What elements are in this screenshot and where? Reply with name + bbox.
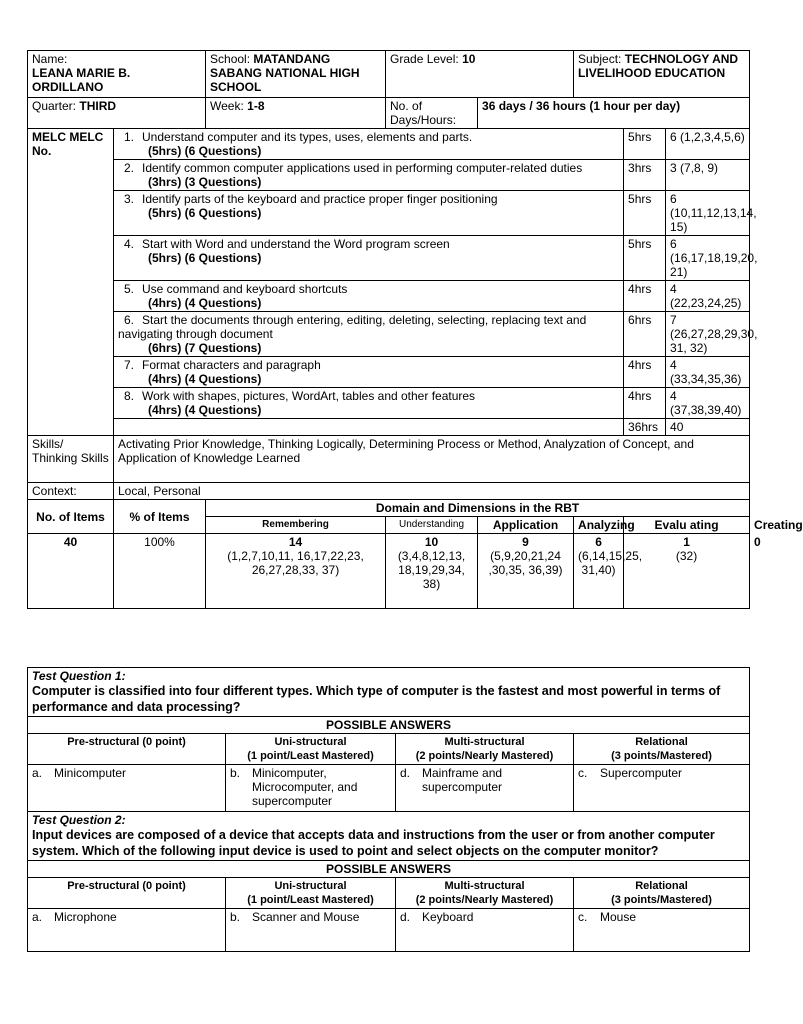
answer-option [574,765,750,812]
melc-text: Start with Word and understand the Word program screen [142,237,450,251]
rbt-application-header: Application [478,517,574,534]
school-value: MATANDANG SABANG NATIONAL HIGH SCHOOL [210,52,360,94]
percent-header: % of Items [114,500,206,534]
melc-hours: 5hrs [624,129,666,160]
rbt-domain-header: Domain and Dimensions in the RBT [206,500,750,517]
answer-text: Minicomputer, Microcomputer, and supercomputer [252,766,358,808]
answer-option [574,909,750,952]
answer-option [396,909,574,952]
melc-row [28,281,750,312]
melc-sub: (5hrs) (6 Questions) [148,251,262,265]
answer-letter: d. [400,766,411,780]
melc-total-row [28,419,750,436]
melc-hours: 3hrs [624,160,666,191]
answer-letter: a. [32,910,43,924]
question-row [28,668,750,717]
items-value: 40 [28,534,114,609]
melc-questions: 4 (22,23,24,25) [666,281,750,312]
header-row [28,51,750,98]
rbt-count: 1 [683,535,690,549]
days-value: 36 days / 36 hours (1 hour per day) [482,99,681,113]
melc-label-cell [28,129,114,436]
level-name: Uni-structural [274,736,347,748]
answer-letter: c. [578,910,588,924]
melc-item [114,191,624,236]
header-row-2 [28,98,750,129]
answer-text: Microphone [54,910,117,924]
level-sub: (2 points/Nearly Mastered) [415,750,554,762]
question-row [28,812,750,861]
school-cell [206,51,386,98]
possible-answers-header: POSSIBLE ANSWERS [28,717,750,734]
rbt-values-row: 40 100% 14 (1,2,7,10,11, 16,17,22,23, 26,27,28,33, 37) 10 (3,4,8,12,13, 18,19,29,34, 38) 9 (5,9,20,21,24 ,30,35, 36,39) 6 (6,14,15,25, 31,40) 1 (32) 0 [28,534,750,609]
melc-hours: 5hrs [624,191,666,236]
answer-text: Scanner and Mouse [252,910,360,924]
answer-letter: c. [578,766,588,780]
skills-value: Activating Prior Knowledge, Thinking Logically, Determining Process or Method, Analyzation of Concept, and Application of Knowledge Learned [114,436,750,483]
melc-sub: (3hrs) (3 Questions) [148,175,262,189]
melc-text: Format characters and paragraph [142,358,321,372]
rbt-count: 10 [424,535,439,549]
level-name: Relational [635,880,688,892]
melc-questions: 4 (37,38,39,40) [666,388,750,419]
question-text: Input devices are composed of a device that accepts data and instructions from the user or from another computer system. Which of the following input device is used to point and select objects on the computer monitor? [32,828,715,858]
rbt-evaluating-value [624,534,750,609]
melc-number: 7. [124,358,135,372]
rbt-understanding-header: Understanding [386,517,478,534]
melc-total-hours: 36hrs [624,419,666,436]
level-name: Relational [635,736,688,748]
level-name: Multi-structural [444,736,525,748]
levels-row [28,878,750,909]
level-unistructural [226,878,396,909]
table-of-specifications [27,50,803,609]
melc-questions: 6 (16,17,18,19,20, 21) [666,236,750,281]
melc-number: 3. [124,192,135,206]
rbt-analyzing-header: Analyzing [574,517,624,534]
rbt-application-value [478,534,574,609]
question-title: Test Question 1: [32,669,126,683]
answer-text: Minicomputer [54,766,127,780]
melc-text: Identify parts of the keyboard and practice proper finger positioning [142,192,498,206]
question-text: Computer is classified into four different types. Which type of computer is the fastest and most powerful in terms of performance and data processing? [32,684,721,714]
rbt-levels-row: Remembering Understanding Application Analyzing Evalu ating Creating [28,517,750,534]
melc-item [114,160,624,191]
answer-text: Mouse [600,910,637,924]
level-prestructural [28,878,226,909]
answer-option [28,909,226,952]
rbt-count: 14 [288,535,303,549]
melc-hours: 4hrs [624,281,666,312]
level-name: Uni-structural [274,880,347,892]
level-name: Pre-structural (0 point) [67,880,186,892]
melc-row [28,236,750,281]
melc-row [28,312,750,357]
melc-questions: 6 (1,2,3,4,5,6) [666,129,750,160]
melc-sub: (5hrs) (6 Questions) [148,144,262,158]
levels-row [28,734,750,765]
level-sub: (3 points/Mastered) [611,894,712,906]
melc-number: 4. [124,237,135,251]
melc-questions: 6 (10,11,12,13,14, 15) [666,191,750,236]
name-cell [28,51,206,98]
answer-letter: b. [230,766,241,780]
answer-option [28,765,226,812]
melc-item [114,236,624,281]
rbt-header-row [28,500,750,517]
melc-item [114,129,624,160]
melc-sub: (4hrs) (4 Questions) [148,403,262,417]
days-value-cell [478,98,750,129]
items-header: No. of Items [28,500,114,534]
level-name: Pre-structural (0 point) [67,736,186,748]
melc-hours: 6hrs [624,312,666,357]
melc-row [28,129,750,160]
answer-option [396,765,574,812]
rbt-list: (6,14,15,25, 31,40) [578,549,643,577]
school-label: School: [210,52,251,66]
quarter-cell [28,98,206,129]
possible-answers-row [28,717,750,734]
level-relational [574,734,750,765]
answer-option [226,765,396,812]
melc-questions: 7 (26,27,28,29,30, 31, 32) [666,312,750,357]
melc-number: 5. [124,282,135,296]
level-name: Multi-structural [444,880,525,892]
quarter-label: Quarter: [32,99,77,113]
melc-row [28,357,750,388]
skills-row [28,436,750,483]
level-relational [574,878,750,909]
answer-letter: b. [230,910,241,924]
melc-sub: (4hrs) (4 Questions) [148,372,262,386]
question-2 [28,812,750,861]
answer-option [226,909,396,952]
melc-text: Start the documents through entering, editing, deleting, selecting, replacing text and navigating through document [118,313,587,341]
melc-number: 1. [124,130,135,144]
melc-sub: (6hrs) (7 Questions) [148,341,262,355]
answers-row [28,765,750,812]
week-value: 1-8 [247,99,265,113]
level-sub: (3 points/Mastered) [611,750,712,762]
rbt-remembering-value [206,534,386,609]
week-cell [206,98,386,129]
days-label: No. of Days/Hours: [390,99,457,127]
melc-row [28,160,750,191]
melc-item [114,312,624,357]
answer-text: Mainframe and supercomputer [422,766,503,794]
melc-questions: 4 (33,34,35,36) [666,357,750,388]
melc-label: MELC MELC No. [32,130,104,158]
grade-cell [386,51,574,98]
melc-text: Work with shapes, pictures, WordArt, tables and other features [142,389,476,403]
rbt-count: 6 [595,535,602,549]
grade-value: 10 [462,52,476,66]
melc-text: Identify common computer applications used in performing computer-related duties [142,161,583,175]
days-label-cell [386,98,478,129]
quarter-value: THIRD [79,99,117,113]
level-multistructural [396,734,574,765]
melc-sub: (4hrs) (4 Questions) [148,296,262,310]
level-sub: (1 point/Least Mastered) [247,894,374,906]
answer-text: Supercomputer [600,766,683,780]
context-label: Context: [28,483,114,500]
skills-label: Skills/ Thinking Skills [28,436,114,483]
subject-value: TECHNOLOGY AND LIVELIHOOD EDUCATION [578,52,739,80]
level-multistructural [396,878,574,909]
melc-row [28,388,750,419]
level-sub: (1 point/Least Mastered) [247,750,374,762]
context-value: Local, Personal [114,483,750,500]
rbt-list: (1,2,7,10,11, 16,17,22,23, 26,27,28,33, 37) [227,549,364,577]
answer-text: Keyboard [422,910,474,924]
melc-item [114,281,624,312]
answer-letter: d. [400,910,411,924]
melc-number: 8. [124,389,135,403]
subject-label: Subject: [578,52,622,66]
grade-label: Grade Level: [390,52,459,66]
context-row [28,483,750,500]
level-unistructural [226,734,396,765]
subject-cell [574,51,750,98]
rbt-list: (5,9,20,21,24 ,30,35, 36,39) [488,549,563,577]
melc-hours: 4hrs [624,388,666,419]
level-sub: (2 points/Nearly Mastered) [415,894,554,906]
test-questions-table [27,667,750,952]
melc-total-questions: 40 [666,419,750,436]
possible-answers-header: POSSIBLE ANSWERS [28,861,750,878]
rbt-evaluating-header: Evalu ating [624,517,750,534]
answers-row [28,909,750,952]
name-value: LEANA MARIE B. ORDILLANO [32,66,131,94]
question-1 [28,668,750,717]
melc-item [114,388,624,419]
rbt-remembering-header: Remembering [206,517,386,534]
rbt-count: 9 [522,535,529,549]
level-prestructural [28,734,226,765]
melc-text: Understand computer and its types, uses, elements and parts. [142,130,473,144]
melc-sub: (5hrs) (6 Questions) [148,206,262,220]
melc-item [114,357,624,388]
week-label: Week: [210,99,244,113]
question-title: Test Question 2: [32,813,126,827]
rbt-analyzing-value [574,534,643,609]
melc-questions: 3 (7,8, 9) [666,160,750,191]
percent-value: 100% [114,534,206,609]
melc-hours: 5hrs [624,236,666,281]
answer-letter: a. [32,766,43,780]
rbt-understanding-value [386,534,478,609]
rbt-list: (32) [675,549,698,563]
name-label: Name: [32,52,68,66]
melc-number: 2. [124,161,135,175]
rbt-list: (3,4,8,12,13, 18,19,29,34, 38) [397,549,466,591]
melc-row [28,191,750,236]
possible-answers-row [28,861,750,878]
melc-hours: 4hrs [624,357,666,388]
melc-text: Use command and keyboard shortcuts [142,282,348,296]
melc-number: 6. [124,313,135,327]
melc-total-blank [114,419,624,436]
